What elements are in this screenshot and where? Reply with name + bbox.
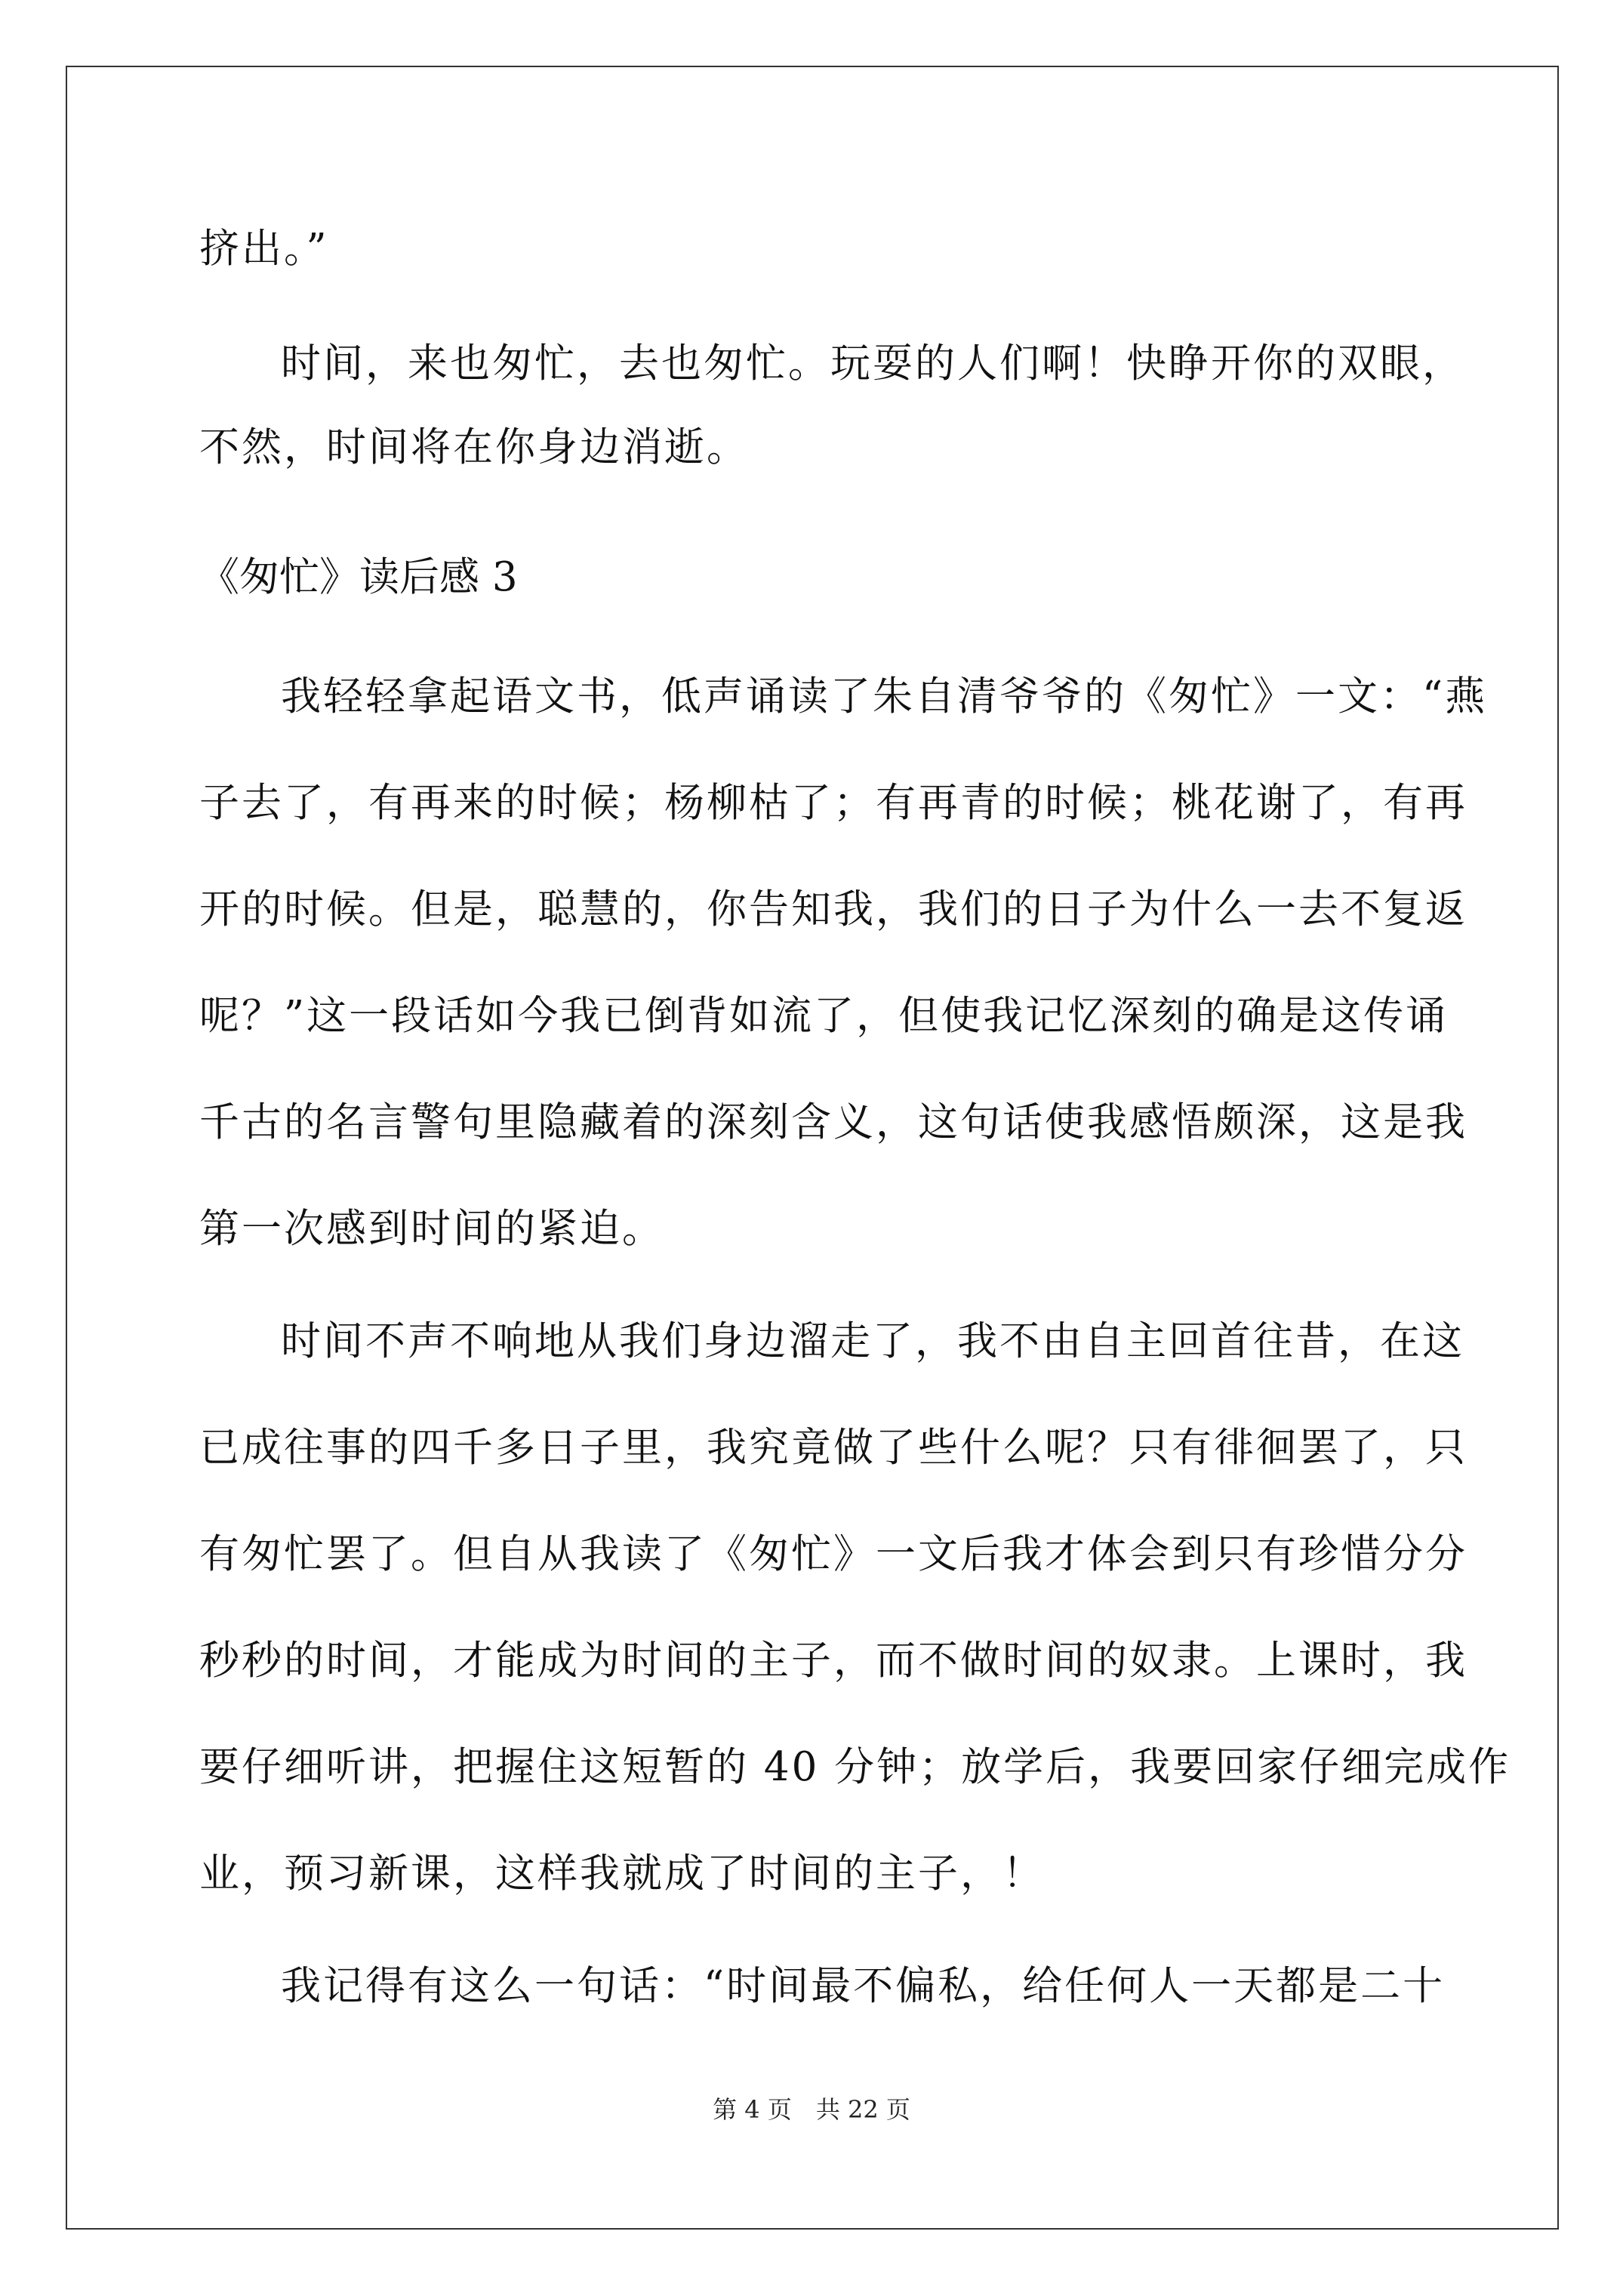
text-line: 呢？”这一段话如今我已倒背如流了，但使我记忆深刻的确是这传诵	[199, 993, 1449, 1039]
text-line: 挤出。”	[199, 226, 329, 272]
text-line: 子去了，有再来的时候；杨柳枯了；有再青的时候；桃花谢了，有再	[199, 780, 1467, 826]
text-line: 业，预习新课，这样我就成了时间的主子，！	[199, 1851, 1045, 1897]
text-line: 第一次感到时间的紧迫。	[199, 1206, 664, 1252]
text-line: 时间，来也匆忙，去也匆忙。玩耍的人们啊！快睁开你的双眼，	[281, 341, 1464, 387]
page-border	[66, 66, 1559, 2230]
text-line: 我记得有这么一句话：“时间最不偏私，给任何人一天都是二十	[281, 1963, 1446, 2009]
text-line: 有匆忙罢了。但自从我读了《匆忙》一文后我才体会到只有珍惜分分	[199, 1531, 1467, 1577]
text-line: 秒秒的时间，才能成为时间的主子，而不做时间的奴隶。上课时，我	[199, 1638, 1467, 1684]
text-line: 千古的名言警句里隐藏着的深刻含义，这句话使我感悟颇深，这是我	[199, 1099, 1467, 1145]
section-heading: 《匆忙》读后感 3	[199, 554, 518, 600]
text-line: 开的时候。但是，聪慧的，你告知我，我们的日子为什么一去不复返	[199, 886, 1467, 932]
page-footer: 第 4 页 共 22 页	[713, 2095, 910, 2124]
text-line: 我轻轻拿起语文书，低声诵读了朱自清爷爷的《匆忙》一文：“燕	[281, 673, 1488, 720]
text-line: 时间不声不响地从我们身边溜走了，我不由自主回首往昔，在这	[281, 1318, 1464, 1364]
text-line: 不然，时间将在你身边消逝。	[199, 424, 749, 470]
text-line: 要仔细听讲，把握住这短暂的 40 分钟；放学后，我要回家仔细完成作	[199, 1744, 1511, 1790]
text-line: 已成往事的四千多日子里，我究竟做了些什么呢？只有徘徊罢了，只	[199, 1425, 1467, 1471]
